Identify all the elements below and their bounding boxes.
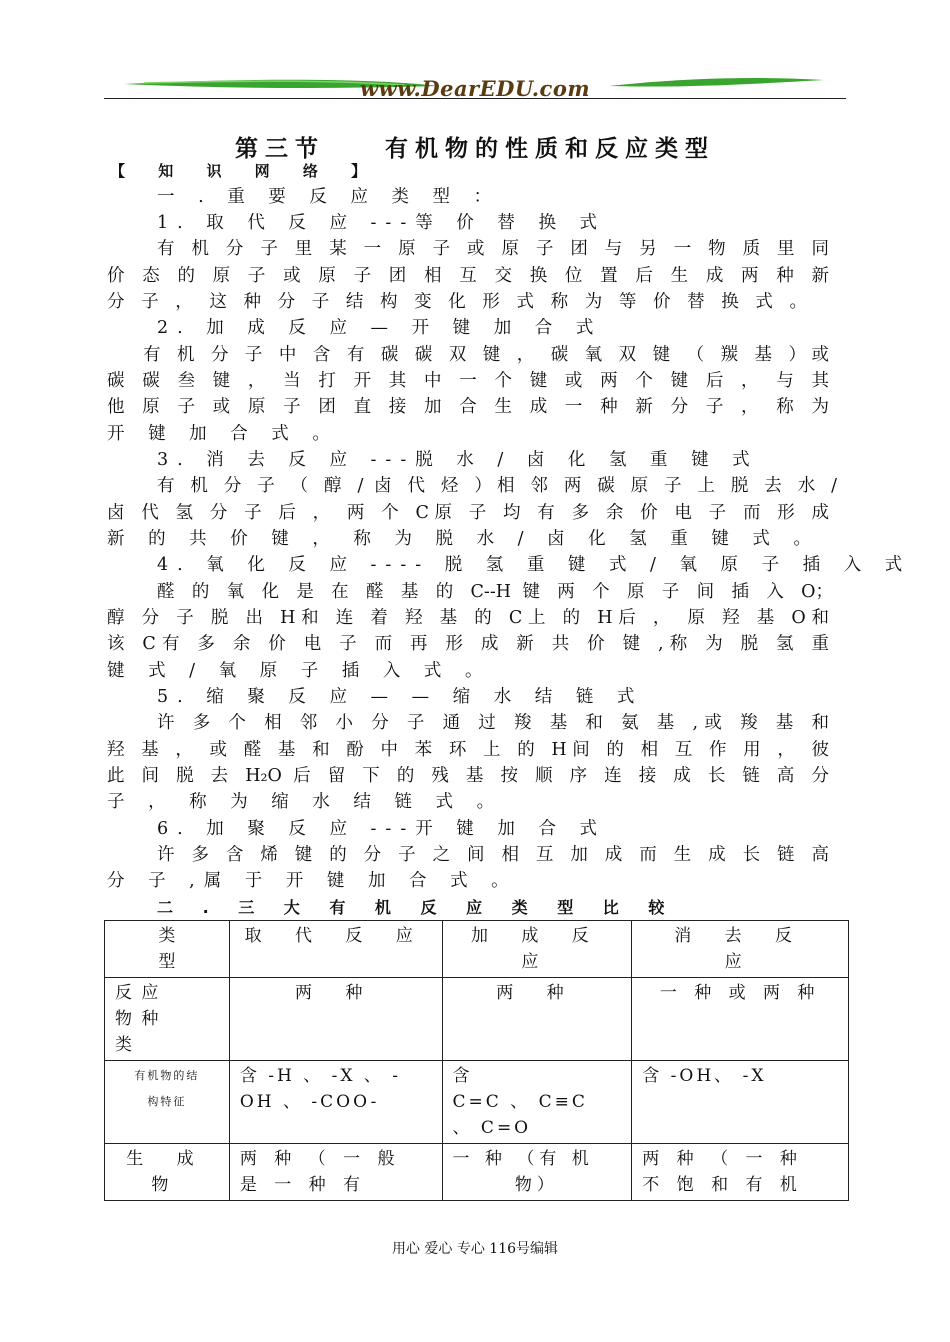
- table-row: [105, 1144, 849, 1201]
- paragraph-line: 键 式 / 氧 原 子 插 入 式 。: [107, 661, 492, 681]
- table-cell: 生 成 物: [105, 1144, 230, 1201]
- paragraph-line: 该 C有 多 余 价 电 子 而 再 形 成 新 共 价 键 ,称 为 脱 氢 重: [107, 634, 829, 654]
- paragraph-line: 卤 代 氢 分 子 后 ， 两 个 C原 子 均 有 多 余 价 电 子 而 形 成: [107, 503, 829, 523]
- heading-addition: 2. 加 成 反 应 — 开 键 加 合 式: [157, 318, 603, 338]
- paragraph-line: 羟 基 ， 或 醛 基 和 酚 中 苯 环 上 的 H间 的 相 互 作 用 ， 彼: [107, 740, 829, 760]
- comparison-heading: 二 . 三 大 有 机 反 应 类 型 比 较: [157, 898, 677, 917]
- heading-reaction-types: 一 . 重 要 反 应 类 型 ：: [157, 187, 501, 207]
- paragraph-line: 醛 的 氧 化 是 在 醛 基 的 C--H 键 两 个 原 子 间 插 入 O；: [157, 582, 833, 602]
- table-cell: 含 C=C 、 C≡C 、 C=O: [442, 1061, 632, 1144]
- paragraph-line: 有 机 分 子 （ 醇 / 卤 代 烃 ）相 邻 两 碳 原 子 上 脱 去 水 /: [157, 476, 837, 496]
- table-cell: 有机物的结 构特征: [105, 1061, 230, 1144]
- table-cell: 加 成 反 应: [442, 921, 632, 978]
- table-cell: 反 应 物 种 类: [105, 978, 230, 1061]
- paragraph-line: 分 子 ,属 于 开 键 加 合 式 。: [107, 871, 518, 891]
- table-row: [105, 921, 849, 978]
- page-footer: 用心 爱心 专心 116号编辑: [391, 1241, 559, 1257]
- heading-elimination: 3. 消 去 反 应 ---脱 水 / 卤 化 氢 重 键 式: [157, 450, 759, 470]
- table-cell: 含 -H 、 -X 、 - OH 、 -COO-: [229, 1061, 442, 1144]
- heading-condensation: 5. 缩 聚 反 应 — — 缩 水 结 链 式: [157, 687, 644, 707]
- paragraph-line: 新 的 共 价 键 ， 称 为 脱 水 / 卤 化 氢 重 键 式 。: [107, 529, 820, 549]
- paragraph-line: 有 机 分 子 里 某 一 原 子 或 原 子 团 与 另 一 物 质 里 同: [157, 239, 829, 259]
- paragraph-line: 有 机 分 子 中 含 有 碳 碳 双 键 ， 碳 氧 双 键 （ 羰 基 ）或: [143, 345, 829, 365]
- table-cell: 一 种 或 两 种: [632, 978, 849, 1061]
- table-row: [105, 1061, 849, 1144]
- table-cell: 两 种 （ 一 种 不 饱 和 有 机: [632, 1144, 849, 1201]
- heading-oxidation: 4. 氧 化 反 应 ---- 脱 氢 重 键 式 / 氧 原 子 插 入 式: [157, 555, 912, 575]
- paragraph-line: 价 态 的 原 子 或 原 子 团 相 互 交 换 位 置 后 生 成 两 种 新: [107, 266, 829, 286]
- paragraph-line: 开 键 加 合 式 。: [107, 424, 339, 444]
- paragraph-line: 许 多 个 相 邻 小 分 子 通 过 羧 基 和 氨 基 ,或 羧 基 和: [157, 713, 829, 733]
- paragraph-line: 碳 碳 叁 键 ， 当 打 开 其 中 一 个 键 或 两 个 键 后 ， 与 其: [107, 371, 829, 391]
- table-cell: 类 型: [105, 921, 230, 978]
- table-cell: 两 种: [229, 978, 442, 1061]
- paragraph-line: 子 ， 称 为 缩 水 结 链 式 。: [107, 792, 504, 812]
- paragraph-line: 他 原 子 或 原 子 团 直 接 加 合 生 成 一 种 新 分 子 ， 称 为: [107, 397, 829, 417]
- paragraph-line: 许 多 含 烯 键 的 分 子 之 间 相 互 加 成 而 生 成 长 链 高: [157, 845, 829, 865]
- section-label: 【 知 识 网 络 】: [110, 162, 381, 180]
- heading-addition-polymerization: 6. 加 聚 反 应 ---开 键 加 合 式: [157, 819, 607, 839]
- paragraph-line: 此 间 脱 去 H₂O 后 留 下 的 残 基 按 顺 序 连 接 成 长 链 高 分: [107, 766, 829, 786]
- table-cell: 一 种 （有 机 物）: [442, 1144, 632, 1201]
- paragraph-line: 醇 分 子 脱 出 H和 连 着 羟 基 的 C上 的 H后 ， 原 羟 基 O和: [107, 608, 829, 628]
- table-row: [105, 978, 849, 1061]
- heading-substitution: 1. 取 代 反 应 ---等 价 替 换 式: [157, 213, 607, 233]
- table-cell: 两 种 （ 一 般 是 一 种 有: [229, 1144, 442, 1201]
- table-cell: 取 代 反 应: [229, 921, 442, 978]
- title-topic: 有机物的性质和反应类型: [385, 136, 715, 162]
- title-section: 第三节: [235, 136, 325, 162]
- site-url: www.DearEDU.com: [359, 76, 591, 101]
- header-rule: [104, 98, 846, 99]
- comparison-table: [104, 920, 849, 1201]
- paragraph-line: 分 子 ， 这 种 分 子 结 构 变 化 形 式 称 为 等 价 替 换 式 。: [107, 292, 807, 312]
- table-cell: 消 去 反 应: [632, 921, 849, 978]
- table-cell: 两 种: [442, 978, 632, 1061]
- table-cell: 含 -OH、 -X: [632, 1061, 849, 1144]
